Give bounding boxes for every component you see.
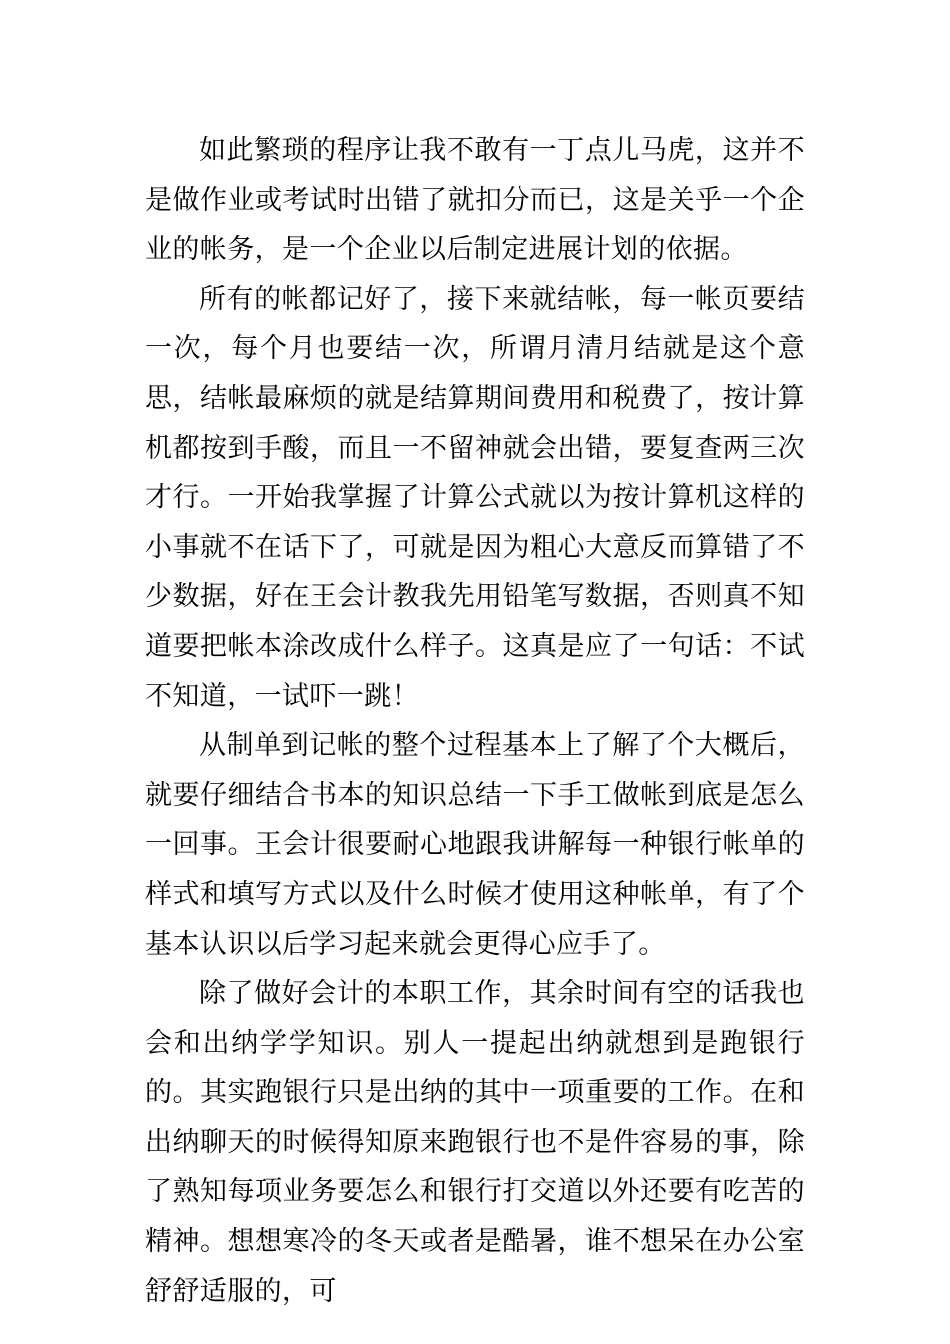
paragraph-3: 从制单到记帐的整个过程基本上了解了个大概后，就要仔细结合书本的知识总结一下手工做帐到底是怎么一回事。王会计很要耐心地跟我讲解每一种银行帐单的样式和填写方式以及什么时候才使用这种帐单，有了个基本认识以后学习起来就会更得心应手了。 xyxy=(145,730,805,960)
paragraph-2: 所有的帐都记好了，接下来就结帐，每一帐页要结一次，每个月也要结一次，所谓月清月结就是这个意思，结帐最麻烦的就是结算期间费用和税费了，按计算机都按到手酸，而且一不留神就会出错，要复查两三次才行。一开始我掌握了计算公式就以为按计算机这样的小事就不在话下了，可就是因为粗心大意反而算错了不少数据，好在王会计教我先用铅笔写数据，否则真不知道要把帐本涂改成什么样子。这真是应了一句话：不试不知道，一试吓一跳！ xyxy=(145,283,805,712)
paragraph-1: 如此繁琐的程序让我不敢有一丁点儿马虎，这并不是做作业或考试时出错了就扣分而已，这是关乎一个企业的帐务，是一个企业以后制定进展计划的依据。 xyxy=(145,135,805,266)
paragraph-4: 除了做好会计的本职工作，其余时间有空的话我也会和出纳学学知识。别人一提起出纳就想到是跑银行的。其实跑银行只是出纳的其中一项重要的工作。在和出纳聊天的时候得知原来跑银行也不是件容易的事，除了熟知每项业务要怎么和银行打交道以外还要有吃苦的精神。想想寒冷的冬天或者是酷暑，谁不想呆在办公室舒舒适服的，可 xyxy=(145,978,805,1307)
document-body xyxy=(145,126,805,1316)
